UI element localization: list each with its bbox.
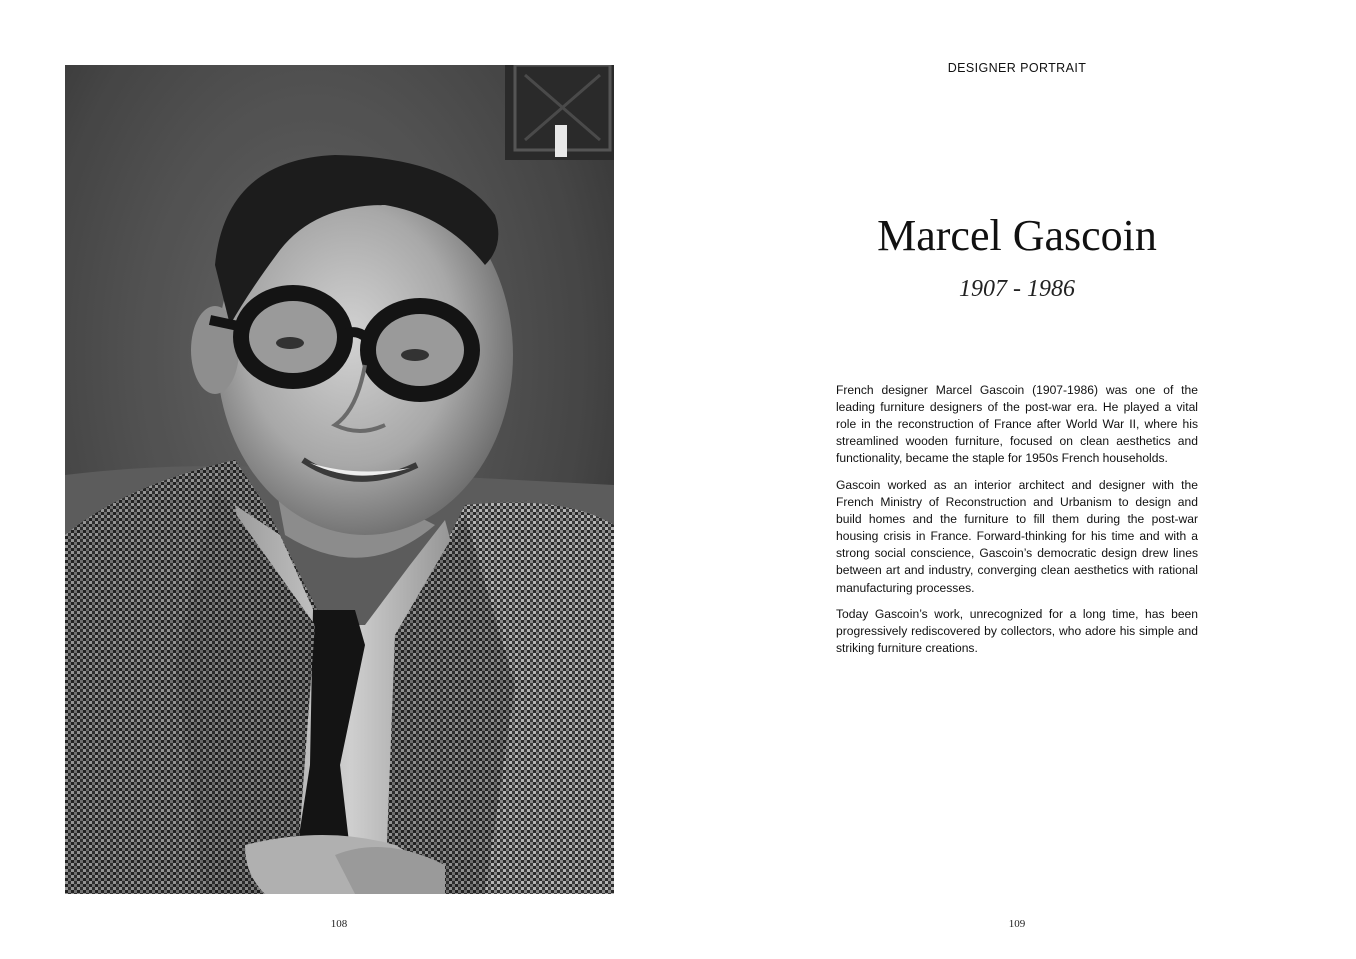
page-number-right: 109 (1008, 918, 1026, 930)
bio-paragraph: Gascoin worked as an interior architect and designer with the French Ministry of Reconstruction and Urbanism to design and build homes and the furniture to fill them during the post-war housing crisis in France. Forward-thinking for his time and with a strong social conscience, Gascoin’s democratic design drew lines between art and industry, converging clean aesthetics with rational manufacturing processes. (836, 477, 1198, 595)
designer-name: Marcel Gascoin (877, 211, 1157, 260)
designer-portrait-photo (65, 65, 614, 894)
page-number-left: 108 (330, 918, 348, 930)
section-label: DESIGNER PORTRAIT (947, 61, 1087, 75)
right-page (678, 0, 1356, 959)
biography (836, 382, 1198, 667)
portrait-illustration (65, 65, 614, 894)
bio-paragraph: French designer Marcel Gascoin (1907-1986) was one of the leading furniture designers of the post-war era. He played a vital role in the reconstruction of France after World War II, where his streamlined wooden furniture, focused on clean aesthetics and functionality, became the staple for 1950s French households. (836, 383, 1198, 466)
wall-lamp-icon (505, 65, 614, 160)
designer-dates: 1907 - 1986 (959, 276, 1075, 302)
bio-paragraph: Today Gascoin’s work, unrecognized for a long time, has been progressively rediscovered by collectors, who adore his simple and striking furniture creations. (836, 607, 1198, 656)
